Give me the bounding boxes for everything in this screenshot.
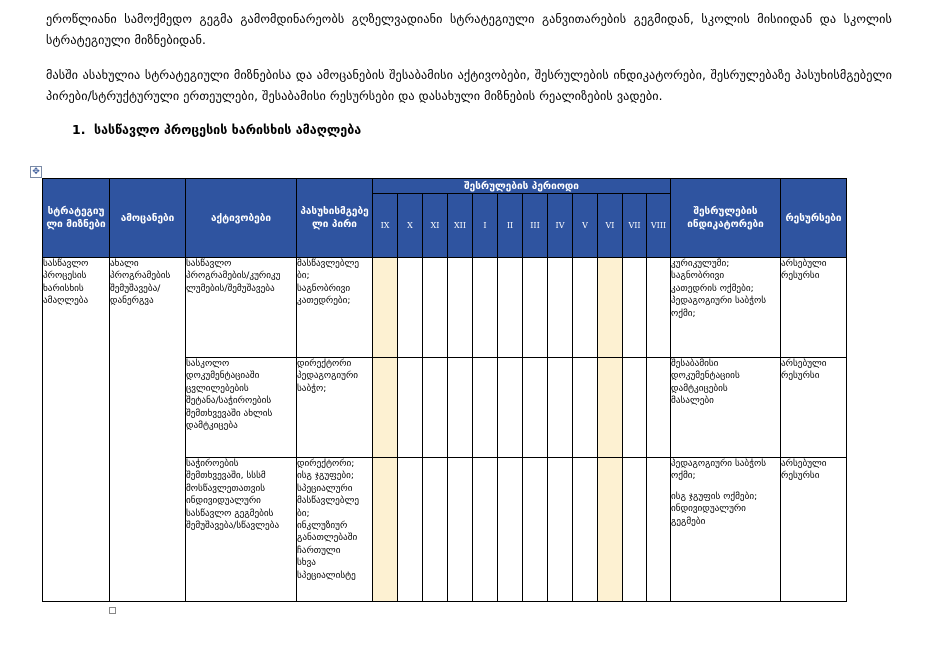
action-plan-table <box>42 178 847 602</box>
month-header: VII <box>623 194 647 258</box>
period-cell[interactable] <box>598 258 623 358</box>
period-cell[interactable] <box>498 458 523 602</box>
activity-cell-line: პროგრამების/კურიკუ <box>186 270 281 282</box>
responsible-cell <box>297 458 373 602</box>
header-period: შესრულების პერიოდი <box>373 179 671 194</box>
period-cell[interactable] <box>573 258 598 358</box>
responsible-cell-line: საგნობრივი <box>297 282 351 294</box>
responsible-cell-line: ბი; <box>297 507 310 519</box>
goal-cell-line: ამაღლება <box>43 295 89 307</box>
month-header: XI <box>423 194 448 258</box>
period-cell[interactable] <box>373 458 398 602</box>
month-header: III <box>523 194 548 258</box>
goal-cell-line: პროცესის <box>43 270 87 282</box>
month-header: VIII <box>647 194 671 258</box>
period-cell[interactable] <box>448 358 473 458</box>
month-header: XII <box>448 194 473 258</box>
month-header: I <box>473 194 498 258</box>
move-anchor-icon[interactable]: ✥ <box>30 166 42 178</box>
intro-paragraph: ეროწლიანი სამოქმედო გეგმა გამომდინარეობს გღზელვადიანი სტრატეგიული განვითარების გეგმიდან, სკოლის მისიიდან და სკოლის სტრატეგიული მიზნებიდან. <box>46 12 892 47</box>
resource-cell-line: არსებული <box>781 458 827 469</box>
period-cell[interactable] <box>373 258 398 358</box>
indicator-cell-line: ოქმი; <box>671 470 696 482</box>
indicator-cell-line: საგნობრივი <box>671 270 725 282</box>
header-responsible: პასუხისმგებე ლი პირი <box>297 179 373 258</box>
header-indicators: შესრულების ინდიკატორები <box>671 179 781 258</box>
activity-cell-line: დოკუმენტაციაში <box>186 370 260 382</box>
indicator-cell-line: დამტკიცების <box>671 382 728 394</box>
responsible-cell-line: დირექტორი; <box>297 458 355 469</box>
responsible-cell-line: სპეციალური <box>297 482 353 494</box>
period-cell[interactable] <box>548 458 573 602</box>
period-cell[interactable] <box>473 258 498 358</box>
period-cell[interactable] <box>623 358 647 458</box>
resource-cell-line: არსებული <box>781 358 827 369</box>
resource-cell <box>781 358 847 458</box>
activity-cell-line: საჭიროების <box>186 458 239 469</box>
period-cell[interactable] <box>498 358 523 458</box>
activity-cell-line: შემთხვევაში, სსსმ <box>186 470 266 482</box>
period-cell[interactable] <box>523 258 548 358</box>
period-cell[interactable] <box>398 358 423 458</box>
indicator-cell-line: პედაგოგიური საბჭოს <box>671 295 766 307</box>
period-cell[interactable] <box>423 458 448 602</box>
task-cell-line: ახალი <box>110 258 139 269</box>
goal-cell-line: ხარისხის <box>43 282 84 294</box>
goal-cell-line: სასწავლო <box>43 258 89 269</box>
period-cell[interactable] <box>398 458 423 602</box>
responsible-cell-line: მასწავლებლე <box>297 495 360 507</box>
activity-cell-line: ლუმების/შემუშავება <box>186 282 275 294</box>
period-cell[interactable] <box>623 458 647 602</box>
indicator-cell-line: მასალები <box>671 395 714 407</box>
activity-cell <box>186 258 297 358</box>
period-cell[interactable] <box>523 458 548 602</box>
period-cell[interactable] <box>598 358 623 458</box>
period-cell[interactable] <box>573 358 598 458</box>
responsible-cell-line: პედაგოგიური <box>297 370 359 382</box>
month-header: VI <box>598 194 623 258</box>
activity-cell-line: ცვლილებების <box>186 382 249 394</box>
indicator-cell <box>671 258 781 358</box>
indicator-cell <box>671 458 781 602</box>
period-cell[interactable] <box>573 458 598 602</box>
period-cell[interactable] <box>523 358 548 458</box>
responsible-cell-line: დირექტორი <box>297 358 352 369</box>
period-cell[interactable] <box>398 258 423 358</box>
responsible-cell-line: სხვა <box>297 557 316 569</box>
period-cell[interactable] <box>423 358 448 458</box>
activity-cell-line: შემთხვევაში ახლის <box>186 407 273 419</box>
activity-cell-line: დამტკიცება <box>186 420 238 432</box>
period-cell[interactable] <box>373 358 398 458</box>
indicator-cell-line: ოქმი; <box>671 307 696 319</box>
period-cell[interactable] <box>647 258 671 358</box>
month-header: IX <box>373 194 398 258</box>
indicator-cell-line: კურიკულუმი; <box>671 258 730 269</box>
activity-cell-line: სასწავლო <box>186 258 232 269</box>
period-cell[interactable] <box>548 258 573 358</box>
indicator-cell-line: პედაგოგიური საბჭოს <box>671 458 766 469</box>
task-cell-line: პროგრამების <box>110 270 171 282</box>
indicator-cell-line: გეგმები <box>671 515 706 527</box>
period-cell[interactable] <box>647 358 671 458</box>
month-header: II <box>498 194 523 258</box>
resource-cell-line: რესურსი <box>781 470 820 482</box>
responsible-cell-line: მასწავლებლე <box>297 258 360 269</box>
header-tasks: ამოცანები <box>110 179 186 258</box>
header-goals: სტრატეგიუ ლი მიზნები <box>43 179 110 258</box>
indicator-cell-line: კათედრის ოქმები; <box>671 282 754 294</box>
activity-cell <box>186 358 297 458</box>
task-cell <box>110 258 186 602</box>
resource-cell-line: არსებული <box>781 258 827 269</box>
activity-cell-line: შემუშავება/სწავლება <box>186 520 280 532</box>
period-cell[interactable] <box>423 258 448 358</box>
activity-cell <box>186 458 297 602</box>
period-cell[interactable] <box>623 258 647 358</box>
activity-cell-line: შეტანა/საჭიროების <box>186 395 272 407</box>
responsible-cell-line: საბჭო; <box>297 382 327 394</box>
responsible-cell <box>297 258 373 358</box>
indicator-cell-line: ისგ ჯგუფის ოქმები; <box>671 490 758 502</box>
responsible-cell <box>297 358 373 458</box>
responsible-cell-line: ჩართული <box>297 544 341 556</box>
activity-cell-line: ინდივიდუალური <box>186 495 261 507</box>
indicator-cell-line: შესაბამისი <box>671 358 719 369</box>
indicator-cell-line: დოკუმენტაციის <box>671 370 740 382</box>
month-header: IV <box>548 194 573 258</box>
header-activities: აქტივობები <box>186 179 297 258</box>
table-end-mark <box>109 607 116 614</box>
period-cell[interactable] <box>473 358 498 458</box>
heading-text: სასწავლო პროცესის ხარისხის ამაღლება <box>94 122 362 137</box>
month-header: V <box>573 194 598 258</box>
header-resources: რესურსები <box>781 179 847 258</box>
resource-cell-line: რესურსი <box>781 270 820 282</box>
task-cell-line: შემუშავება/ <box>110 282 161 294</box>
month-header: X <box>398 194 423 258</box>
period-cell[interactable] <box>548 358 573 458</box>
responsible-cell-line: კათედრები; <box>297 295 351 307</box>
period-cell[interactable] <box>647 458 671 602</box>
indicator-cell <box>671 358 781 458</box>
section-heading <box>72 122 361 137</box>
activity-cell-line: სასკოლო <box>186 358 230 369</box>
description-paragraph: მასში ასახულია სტრატეგიული მიზნებისა და ამოცანების შესაბამისი აქტივობები, შესრულების ინდიკატორები, შესრულებაზე პასუხისმგებელი პირები/სტრუქტურული ერთეულები, შესაბამისი რესურსები და დასახული მიზნების რეალიზების ვადები. <box>46 68 892 103</box>
activity-cell-line: სასწავლო გეგმების <box>186 507 274 519</box>
responsible-cell-line: სპეციალისტე <box>297 569 356 581</box>
period-cell[interactable] <box>473 458 498 602</box>
period-cell[interactable] <box>498 258 523 358</box>
resource-cell <box>781 258 847 358</box>
activity-cell-line: მოსწავლეთათვის <box>186 482 266 494</box>
responsible-cell-line: ბი; <box>297 270 310 282</box>
period-cell[interactable] <box>448 258 473 358</box>
responsible-cell-line: ისგ ჯგუფები; <box>297 470 354 482</box>
task-cell-line: დანერგვა <box>110 295 154 307</box>
indicator-cell-line: ინდივიდუალური <box>671 503 746 515</box>
period-cell[interactable] <box>448 458 473 602</box>
responsible-cell-line: განათლებაში <box>297 532 358 544</box>
resource-cell-line: რესურსი <box>781 370 820 382</box>
goal-cell <box>43 258 110 602</box>
resource-cell <box>781 458 847 602</box>
period-cell[interactable] <box>598 458 623 602</box>
heading-number: 1. <box>72 122 86 137</box>
responsible-cell-line: ინკლუზიურ <box>297 520 348 532</box>
